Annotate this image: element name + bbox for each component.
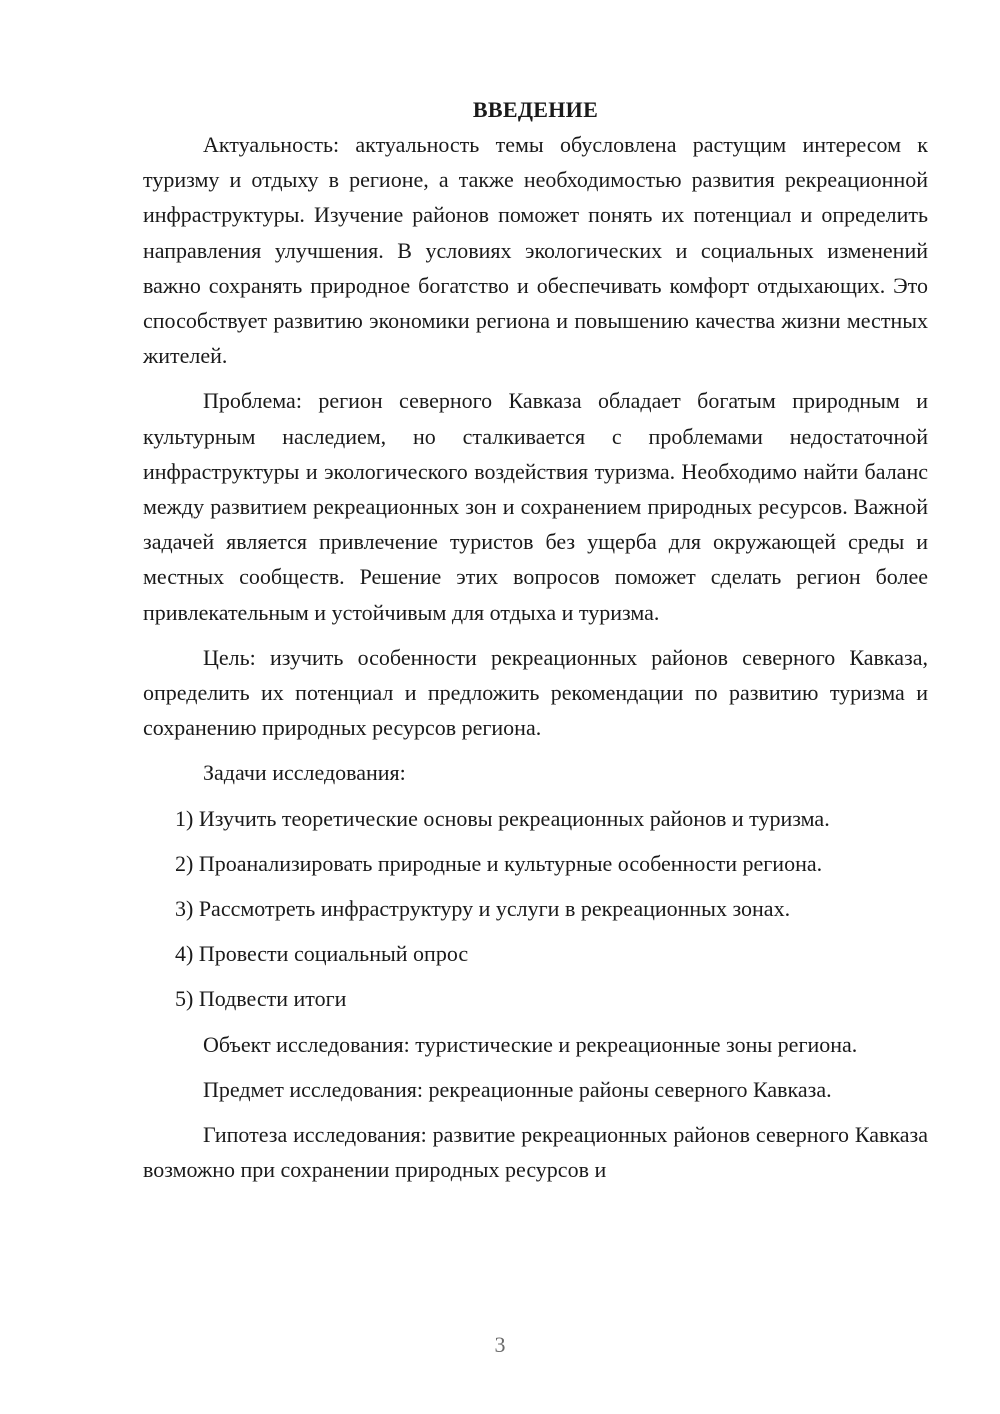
object-paragraph: Объект исследования: туристические и рекреационные зоны региона.: [203, 1031, 858, 1057]
page-number: 3: [494, 1332, 506, 1357]
list-item: 4) Провести социальный опрос: [175, 941, 469, 967]
page-title: ВВЕДЕНИЕ: [472, 97, 599, 122]
subject-paragraph: Предмет исследования: рекреационные районы северного Кавказа.: [203, 1076, 832, 1102]
problem-paragraph: Проблема: регион северного Кавказа обладает богатым природным и культурным наследием, но сталкивается с проблемами недостаточной инфраструктуры и экологического воздействия туризма. Необходимо найти баланс между развитием рекреационных зон и сохранением природных ресурсов. Важной задачей является привлечение туристов без ущерба для окружающей среды и местных сообществ. Решение этих вопросов поможет сделать регион более привлекательным и устойчивым для отдыха и туризма.: [143, 388, 928, 625]
hypothesis-paragraph: Гипотеза исследования: развитие рекреационных районов северного Кавказа возможно при сохранении природных ресурсов и: [143, 1122, 928, 1183]
list-item: 5) Подвести итоги: [175, 986, 347, 1012]
list-item: 1) Изучить теоретические основы рекреационных районов и туризма.: [175, 805, 830, 831]
tasks-list: [143, 801, 928, 1017]
document-page: [143, 92, 928, 1187]
relevance-paragraph: Актуальность: актуальность темы обусловлена растущим интересом к туризму и отдыху в регионе, а также необходимостью развития рекреационной инфраструктуры. Изучение районов поможет понять их потенциал и определить направления улучшения. В условиях экологических и социальных изменений важно сохранять природное богатство и обеспечивать комфорт отдыхающих. Это способствует развитию экономики региона и повышению качества жизни местных жителей.: [143, 132, 928, 369]
tasks-title: Задачи исследования:: [203, 760, 406, 786]
goal-paragraph: Цель: изучить особенности рекреационных районов северного Кавказа, определить их потенциал и предложить рекомендации по развитию туризма и сохранению природных ресурсов региона.: [143, 644, 928, 741]
list-item: 3) Рассмотреть инфраструктуру и услуги в рекреационных зонах.: [175, 896, 791, 922]
list-item: 2) Проанализировать природные и культурные особенности региона.: [175, 850, 823, 876]
